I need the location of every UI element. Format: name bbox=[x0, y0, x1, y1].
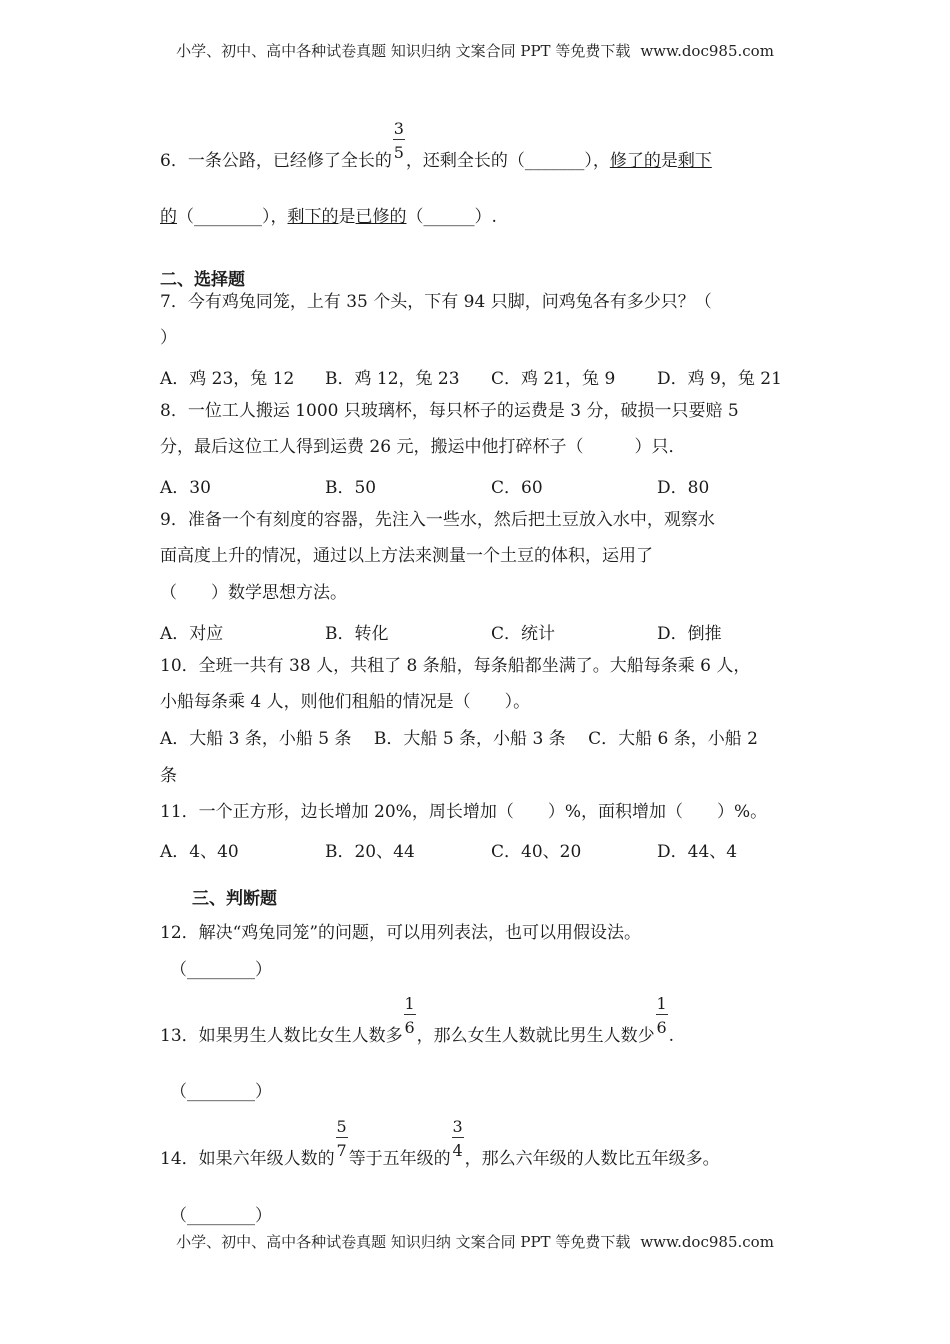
fraction-5-7: $\frac{5}{7}$ bbox=[336, 1117, 347, 1160]
q7-option-c[interactable]: C．鸡 21，兔 9 bbox=[491, 369, 616, 389]
q11-option-d[interactable]: D．44、4 bbox=[657, 842, 738, 862]
q7-option-d[interactable]: D．鸡 9，兔 21 bbox=[657, 369, 782, 389]
question-12-line-1: 12．解决“鸡兔同笼”的问题，可以用列表法，也可以用假设法。 bbox=[160, 923, 642, 943]
q9-option-c[interactable]: C．统计 bbox=[491, 624, 556, 644]
question-13-line-1 bbox=[160, 994, 675, 1047]
q6-blank-2: （________）， bbox=[177, 207, 288, 227]
q6-blank-1: ，还剩全长的（_______）， bbox=[405, 151, 610, 171]
fraction-1-6-b: $\frac{1}{6}$ bbox=[656, 994, 667, 1037]
q6-underlined-2: 剩下 bbox=[677, 151, 712, 171]
fraction-1-6-a: $\frac{1}{6}$ bbox=[404, 994, 415, 1037]
question-10-options[interactable]: A．大船 3 条，小船 5 条 B．大船 5 条，小船 3 条 C．大船 6 条，小船 2 bbox=[160, 729, 758, 749]
q7-option-a[interactable]: A．鸡 23，兔 12 bbox=[160, 369, 295, 389]
question-7-line-1: 7．今有鸡兔同笼，上有 35 个头，下有 94 只脚，问鸡兔各有多少只？（ bbox=[160, 292, 712, 312]
section-2-title: 二、选择题 bbox=[160, 270, 245, 290]
q8-option-a[interactable]: A．30 bbox=[160, 478, 211, 498]
question-9-line-2: 面高度上升的情况，通过以上方法来测量一个土豆的体积，运用了 bbox=[160, 546, 653, 566]
section-3-title: 三、判断题 bbox=[192, 889, 277, 909]
q14-text-2: 等于五年级的 bbox=[348, 1149, 451, 1169]
q11-option-c[interactable]: C．40、20 bbox=[491, 842, 582, 862]
q11-option-a[interactable]: A．4、40 bbox=[160, 842, 239, 862]
q6-underlined-1: 修了的 bbox=[609, 151, 661, 171]
question-9-line-1: 9．准备一个有刻度的容器，先注入一些水，然后把土豆放入水中，观察水 bbox=[160, 510, 715, 530]
question-12-answer-blank[interactable]: （________） bbox=[170, 960, 272, 980]
question-6-line-2 bbox=[160, 206, 497, 228]
q8-option-c[interactable]: C．60 bbox=[491, 478, 543, 498]
header-url[interactable]: www.doc985.com bbox=[640, 42, 774, 60]
question-10-options-wrap: 条 bbox=[160, 766, 177, 786]
q9-option-a[interactable]: A．对应 bbox=[160, 624, 224, 644]
question-6-line-1 bbox=[160, 119, 712, 172]
question-8-line-2: 分，最后这位工人得到运费 26 元，搬运中他打碎杯子（ ）只． bbox=[160, 437, 686, 457]
page-footer bbox=[0, 1231, 950, 1252]
q6-blank-3: （______）. bbox=[406, 207, 497, 227]
question-11-line-1: 11．一个正方形，边长增加 20%，周长增加（ ）%，面积增加（ ）%。 bbox=[160, 802, 768, 822]
q13-text-1: 13．如果男生人数比女生人数多 bbox=[160, 1026, 403, 1046]
q9-option-b[interactable]: B．转化 bbox=[325, 624, 389, 644]
question-7-line-2: ） bbox=[160, 328, 177, 348]
q11-option-b[interactable]: B．20、44 bbox=[325, 842, 415, 862]
question-8-line-1: 8．一位工人搬运 1000 只玻璃杯，每只杯子的运费是 3 分，破损一只要赔 5 bbox=[160, 401, 739, 421]
fraction-3-4: $\frac{3}{4}$ bbox=[452, 1117, 463, 1160]
q6-underlined-4: 剩下的 bbox=[287, 207, 339, 227]
footer-text: 小学、初中、高中各种试卷真题 知识归纳 文案合同 PPT 等免费下载 bbox=[176, 1233, 631, 1251]
question-14-line-1 bbox=[160, 1117, 720, 1170]
q6-underlined-3: 的 bbox=[160, 207, 177, 227]
q6-text-2: 是 bbox=[660, 151, 678, 171]
fraction-3-5: $\frac{3}{5}$ bbox=[393, 119, 404, 162]
q8-option-b[interactable]: B．50 bbox=[325, 478, 377, 498]
q9-option-d[interactable]: D．倒推 bbox=[657, 624, 722, 644]
page-header bbox=[0, 40, 950, 61]
question-10-line-1: 10．全班一共有 38 人，共租了 8 条船，每条船都坐满了。大船每条乘 6 人， bbox=[160, 656, 751, 676]
q14-text-3: ，那么六年级的人数比五年级多。 bbox=[464, 1149, 720, 1169]
q7-option-b[interactable]: B．鸡 12，兔 23 bbox=[325, 369, 460, 389]
q6-underlined-5: 已修的 bbox=[355, 207, 407, 227]
question-9-line-3: （ ）数学思想方法。 bbox=[160, 583, 347, 603]
q8-option-d[interactable]: D．80 bbox=[657, 478, 710, 498]
header-text: 小学、初中、高中各种试卷真题 知识归纳 文案合同 PPT 等免费下载 bbox=[176, 42, 631, 60]
q14-text-1: 14．如果六年级人数的 bbox=[160, 1149, 335, 1169]
question-14-answer-blank[interactable]: （________） bbox=[170, 1206, 272, 1226]
q13-text-2: ，那么女生人数就比男生人数少 bbox=[416, 1026, 655, 1046]
question-10-line-2: 小船每条乘 4 人，则他们租船的情况是（ ）。 bbox=[160, 692, 531, 712]
q6-text-3: 是 bbox=[338, 207, 356, 227]
footer-url[interactable]: www.doc985.com bbox=[640, 1233, 774, 1251]
q6-text: 6．一条公路，已经修了全长的 bbox=[160, 151, 392, 171]
q13-text-3: . bbox=[668, 1026, 675, 1046]
question-13-answer-blank[interactable]: （________） bbox=[170, 1082, 272, 1102]
